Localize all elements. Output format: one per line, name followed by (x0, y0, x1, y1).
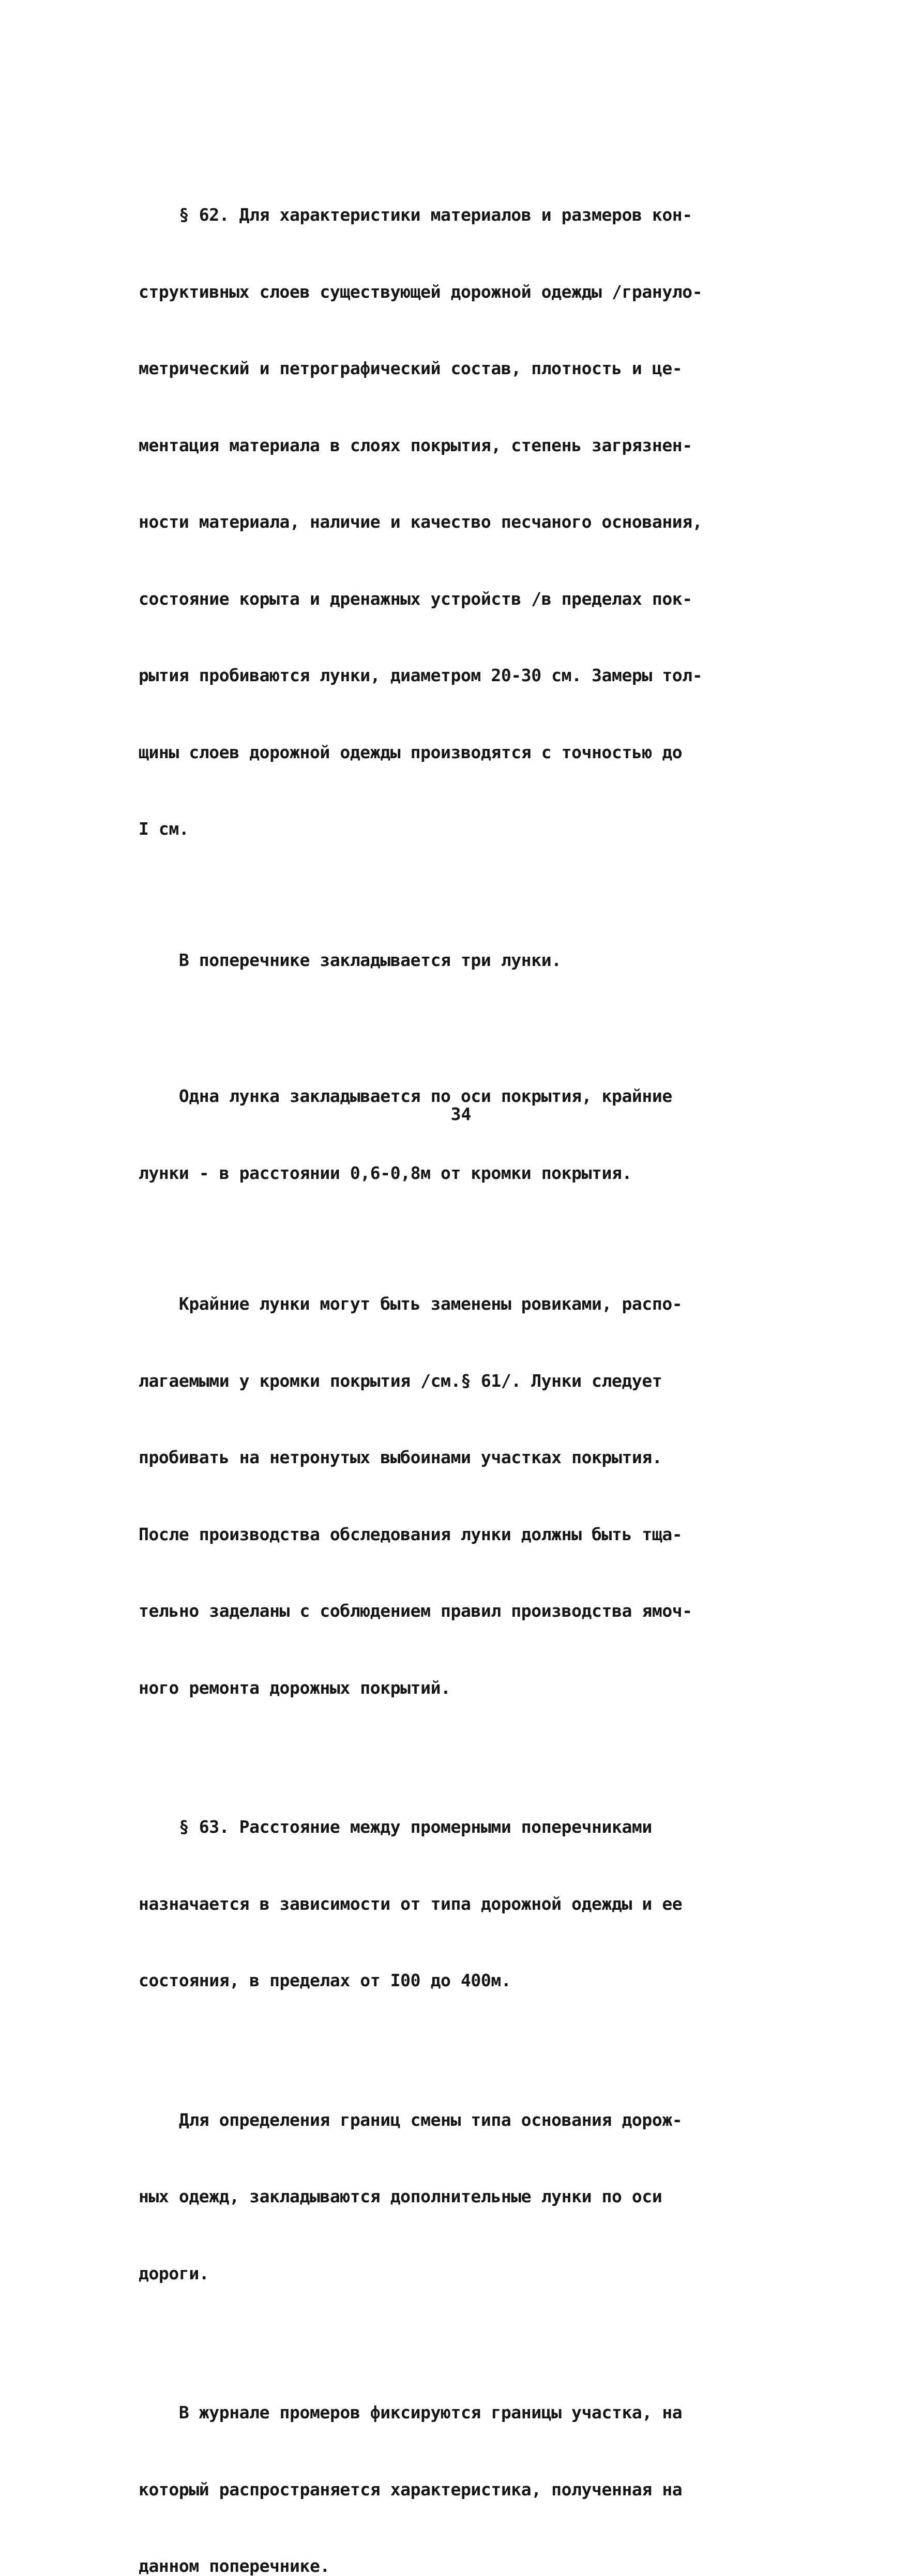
text-line: ности материала, наличие и качество песчаного основания, (139, 512, 703, 532)
text-line: I см. (139, 819, 189, 839)
text-line: тельно заделаны с соблюдением правил производства ямоч- (139, 1601, 692, 1621)
paragraph-63-boundaries (139, 2056, 733, 2338)
text-line: состояния, в пределах от I00 до 400м. (139, 1970, 511, 1990)
text-line: лагаемыми у кромки покрытия /см.§ 61/. Лунки следует (139, 1370, 662, 1391)
text-line: Крайние лунки могут быть заменены ровиками, распо- (139, 1294, 683, 1314)
page-number: 34 (450, 1104, 472, 1124)
text-line: Для определения границ смены типа основания дорож- (139, 2109, 683, 2130)
paragraph-62-edge (139, 1240, 733, 1752)
text-line: пробивать на нетронутых выбоинами участках покрытия. (139, 1447, 662, 1467)
text-line: § 63. Расстояние между промерными поперечниками (139, 1817, 652, 1837)
paragraph-63 (139, 1763, 733, 2045)
text-line: щины слоев дорожной одежды производятся с точностью до (139, 742, 683, 762)
text-line: ного ремонта дорожных покрытий. (139, 1677, 451, 1698)
text-line: В поперечнике закладывается три лунки. (139, 949, 562, 970)
text-line: ментация материала в слоях покрытия, степень загрязнен- (139, 435, 692, 455)
text-line: структивных слоев существующей дорожной одежды /грануло- (139, 281, 703, 302)
text-line: рытия пробиваются лунки, диаметром 20-30 см. Замеры тол- (139, 665, 703, 685)
text-line: дороги. (139, 2263, 209, 2283)
text-line: назначается в зависимости от типа дорожной одежды и ее (139, 1893, 683, 1914)
text-line: Одна лунка закладывается по оси покрытия, крайние (139, 1086, 672, 1106)
paragraph-62-holes (139, 896, 733, 1024)
body-text (139, 151, 733, 2576)
text-line: ных одежд, закладываются дополнительные лунки по оси (139, 2186, 662, 2206)
text-line: лунки - в расстоянии 0,6-0,8м от кромки покрытия. (139, 1162, 632, 1183)
text-line: После производства обследования лунки должны быть тща- (139, 1524, 683, 1544)
text-line: который распространяется характеристика, полученная на (139, 2479, 683, 2500)
text-line: § 62. Для характеристики материалов и размеров кон- (139, 205, 692, 225)
text-line: данном поперечнике. (139, 2556, 330, 2576)
paragraph-62-axis (139, 1032, 733, 1237)
paragraph-62 (139, 151, 733, 893)
text-line: В журнале промеров фиксируются границы участка, на (139, 2402, 683, 2422)
text-line: состояние корыта и дренажных устройств /в пределах пок- (139, 588, 692, 609)
paragraph-63-journal (139, 2349, 733, 2576)
text-line: метрический и петрографический состав, плотность и це- (139, 358, 683, 378)
